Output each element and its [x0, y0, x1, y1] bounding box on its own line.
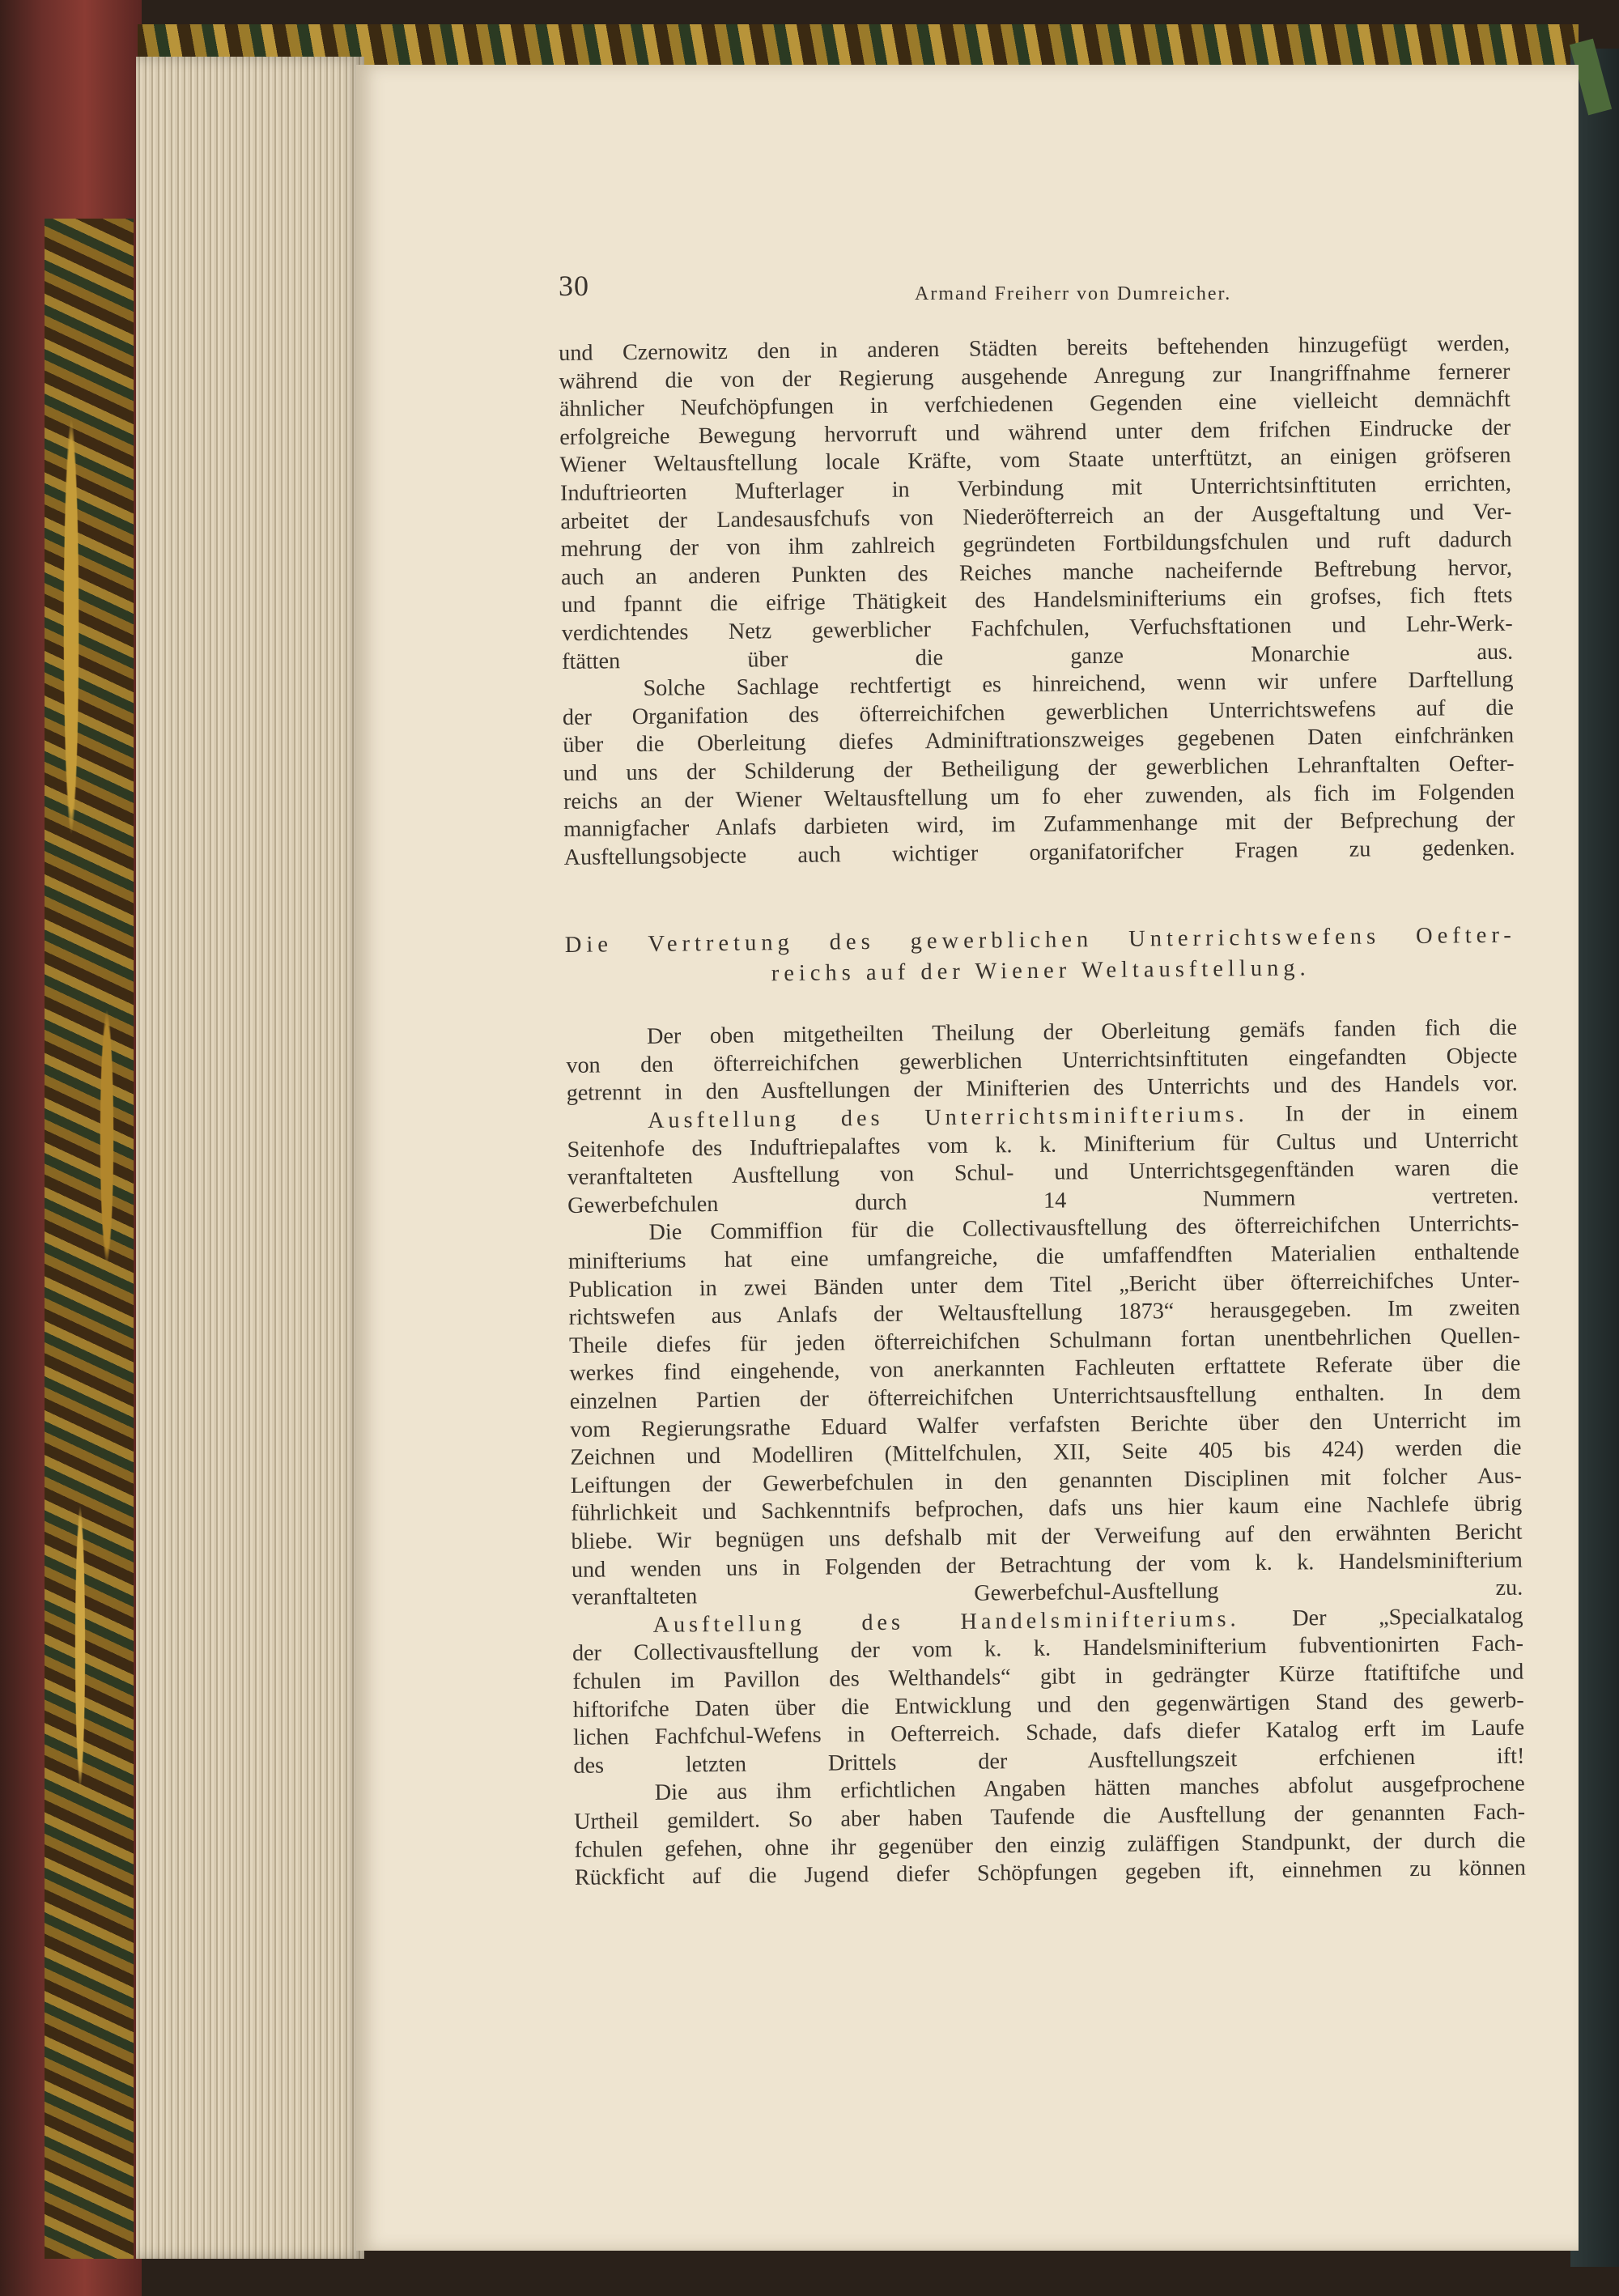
section-title-line: Die Vertretung des gewerblichen Unterrichtswefens Oefter- — [564, 922, 1516, 959]
text-line: ftätten über die ganze Monarchie aus. — [561, 639, 1514, 674]
text-line: mannigfacher Anlafs darbieten wird, im Zufammenhange mit der Befprechung der — [563, 806, 1515, 843]
text-line: Leiftungen der Gewerbefchulen in den genannten Disciplinen mit folcher Aus- — [570, 1463, 1522, 1499]
text-line: Die aus ihm erfichtlichen Angaben hätten manches abfolut ausgefprochene — [654, 1771, 1525, 1806]
book-page — [356, 65, 1579, 2251]
text-line: und Czernowitz den in anderen Städten bereits beftehenden hinzugefügt werden, — [559, 330, 1511, 366]
text-line: führlichkeit und Sachkenntnifs befprochen, dafs uns hier kaum eine Nachlefe übrig — [571, 1490, 1523, 1527]
text-line: ähnlicher Neufchöpfungen in verfchiedenen Gegenden eine vielleicht demnächft — [559, 386, 1511, 423]
running-head: Armand Freiherr von Dumreicher. — [915, 283, 1232, 304]
paragraph — [572, 1602, 1524, 1780]
subsection-lead: Ausftellung des Unterrichtsminifteriums. — [647, 1102, 1248, 1133]
text-line: Ausftellung des Handelsminifteriums. Der „Specialkatalog — [652, 1603, 1523, 1638]
text-line: der Organifation des öfterreichifchen gewerblichen Unterrichtswefens auf die — [562, 695, 1514, 730]
text-line: von den öfterreichifchen gewerblichen Unterrichtsinftituten eingefandten Objecte — [566, 1043, 1518, 1078]
text-line: über die Oberleitung diefes Adminiftrationszweiges gegebenen Daten einfchränken — [563, 722, 1515, 759]
text-line: richtswefen aus Anlafs der Weltausftellung 1873“ herausgegeben. Im zweiten — [568, 1295, 1520, 1331]
marbled-cover-left — [45, 219, 134, 2259]
section-title-line: reichs auf der Wiener Weltausftellung. — [771, 955, 1311, 987]
text-line: getrennt in den Ausftellungen der Minifterien des Unterrichts und des Handels vor. — [566, 1071, 1518, 1107]
text-line: erfolgreiche Bewegung hervorruft und während unter dem frifchen Eindrucke der — [559, 415, 1511, 450]
paragraph — [567, 1210, 1523, 1613]
page-number: 30 — [559, 270, 589, 302]
paragraph — [574, 1771, 1526, 1893]
text-line: Der oben mitgetheilten Theilung der Oberleitung gemäfs fanden fich die — [646, 1014, 1518, 1050]
text-line: Solche Sachlage rechtfertigt es hinreichend, wenn wir unfere Darftellung — [643, 666, 1514, 702]
text-line: Gewerbefchulen durch 14 Nummern vertreten. — [567, 1183, 1519, 1218]
page-header — [559, 269, 1570, 317]
text-line: und wenden uns in Folgenden der Betrachtung der vom k. k. Handelsminifterium — [571, 1547, 1523, 1583]
text-line: Ausftellungsobjecte auch wichtiger organifatorifcher Fragen zu gedenken. — [563, 835, 1515, 870]
text-line: verdichtendes Netz gewerblicher Fachfchulen, Verfuchsftationen und Lehr-Werk- — [561, 610, 1513, 646]
text-line: während die von der Regierung ausgehende Anregung zur Inangriffnahme fernerer — [559, 359, 1511, 394]
text-line: werkes find eingehende, von anerkannten Fachleuten erftattete Referate über die — [569, 1351, 1521, 1387]
text-line: bliebe. Wir begnügen uns defshalb mit der Verweifung auf den erwähnten Bericht — [571, 1519, 1523, 1554]
text-line: Wiener Weltausftellung locale Kräfte, vom Staate unterftützt, an einigen gröfseren — [559, 443, 1511, 478]
text-line: fchulen gefehen, ohne ihr gegenüber den einzig zuläffigen Standpunkt, der durch die — [574, 1827, 1526, 1863]
paragraph — [562, 666, 1515, 872]
text-line: veranftalteten Ausftellung von Schul- und Unterrichtsgegenftänden waren die — [567, 1154, 1519, 1191]
text-line: hiftorifche Daten über die Entwicklung und den gegenwärtigen Stand des gewerb- — [572, 1687, 1524, 1723]
text-line: Seitenhofe des Induftriepalaftes vom k. k. Minifterium für Cultus und Unterricht — [567, 1127, 1519, 1163]
text-line: einzelnen Partien der öfterreichifchen Unterrichtsausftellung enthalten. In dem — [569, 1379, 1521, 1414]
text-line: vom Regierungsrathe Eduard Walfer verfafsten Berichte über den Unterricht im — [569, 1407, 1522, 1443]
text-line: der Collectivausftellung der vom k. k. Handelsminifterium fubventionirten Fach- — [572, 1631, 1524, 1667]
text-line: Induftrieorten Mufterlager in Verbindung mit Unterrichtsinftituten errichten, — [559, 470, 1512, 506]
text-line: und uns der Schilderung der Betheiligung der gewerblichen Lehranftalten Oefter- — [563, 750, 1515, 786]
text-line: mehrung der von ihm zahlreich gegründeten Fortbildungsfchulen und ruft dadurch — [560, 526, 1512, 563]
text-line: lichen Fachfchul-Wefens in Oefterreich. Schade, dafs diefer Katalog erft im Laufe — [572, 1715, 1525, 1751]
text-line: des letzten Drittels der Ausftellungszeit erfchienen ift! — [573, 1743, 1525, 1779]
text-line: Publication in zwei Bänden unter dem Titel „Bericht über öfterreichifches Unter- — [568, 1267, 1520, 1303]
text-line: Theile diefes für jeden öfterreichifchen Schulmann fortan unentbehrlichen Quellen- — [568, 1323, 1521, 1358]
text-line: reichs an der Wiener Weltausftellung um fo eher zuwenden, als fich im Folgenden — [563, 779, 1515, 814]
text-line: Ausftellung des Unterrichtsminifteriums. In der in einem — [647, 1099, 1519, 1133]
paragraph — [567, 1099, 1519, 1221]
text-line: Die Commiffion für die Collectivausftellung des öfterreichifchen Unterrichts- — [648, 1211, 1519, 1246]
paragraph — [559, 330, 1513, 676]
text-line: Rückficht auf die Jugend diefer Schöpfungen gegeben ift, einnehmen zu können — [574, 1855, 1526, 1890]
text-line: veranftalteten Gewerbefchul-Ausftellung zu. — [572, 1575, 1523, 1611]
text-line: und fpannt die eifrige Thätigkeit des Handelsminifteriums ein grofses, fich ftets — [561, 583, 1513, 619]
text-line: Zeichnen und Modelliren (Mittelfchulen, XII, Seite 405 bis 424) werden die — [570, 1435, 1522, 1471]
text-line: fchulen im Pavillon des Welthandels“ gibt in gedrängter Kürze ftatiftifche und — [572, 1659, 1524, 1694]
text-line: auch an anderen Punkten des Reiches manche nacheifernde Beftrebung hervor, — [560, 555, 1513, 590]
page-edges — [136, 57, 364, 2259]
text-line: Urtheil gemildert. So aber haben Taufende die Ausftellung der genannten Fach- — [574, 1799, 1526, 1835]
section-title — [565, 921, 1517, 992]
paragraph — [566, 1014, 1518, 1108]
body-text — [559, 330, 1526, 1893]
text-line: arbeitet der Landesausfchufs von Niederöfterreich an der Ausgeftaltung und Ver- — [560, 499, 1512, 534]
subsection-lead: Ausftellung des Handelsminifteriums. — [652, 1606, 1240, 1638]
text-line: minifteriums hat eine umfangreiche, die umfaffendften Materialien enthaltende — [567, 1239, 1520, 1274]
